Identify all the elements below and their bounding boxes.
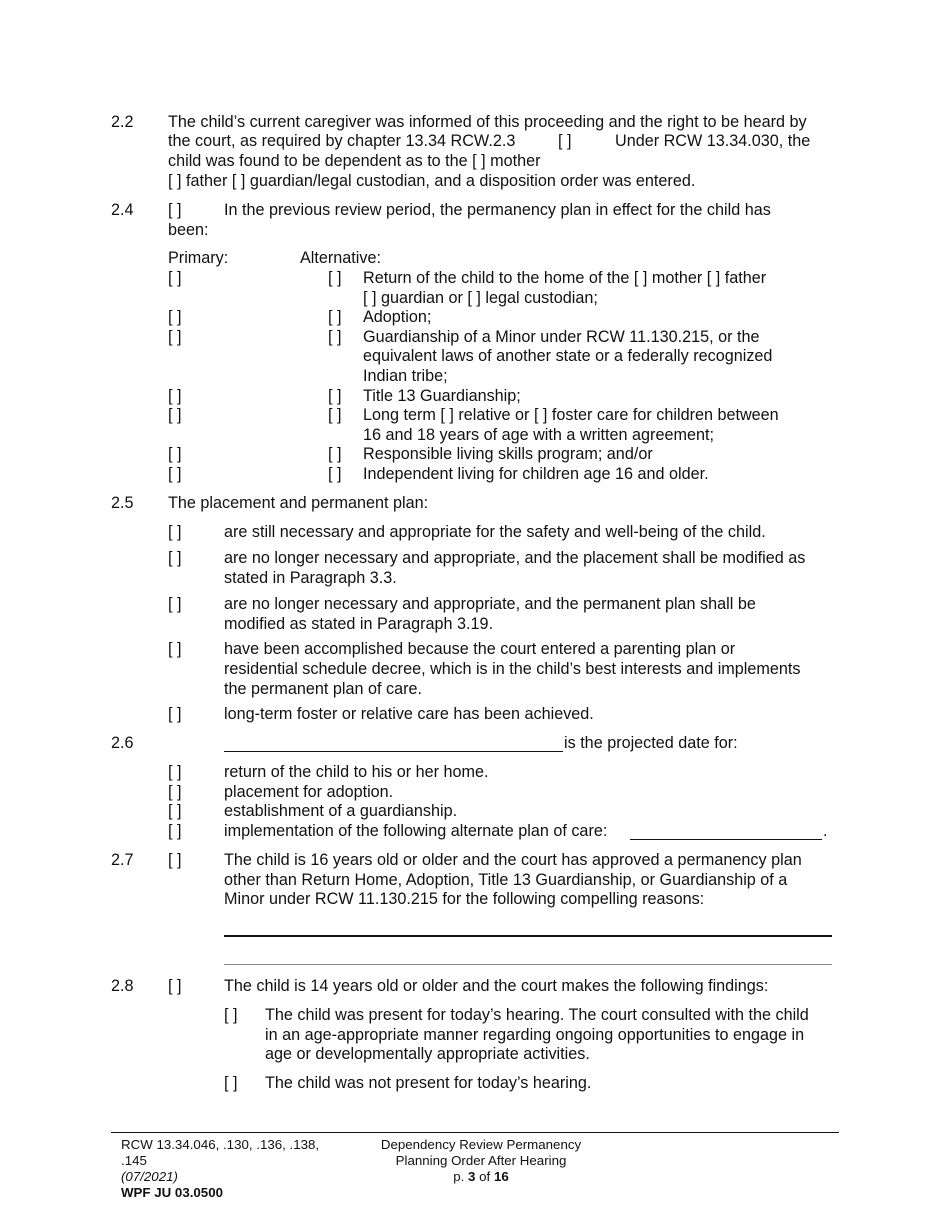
section-2-5-number: 2.5 <box>111 494 134 512</box>
placement-option-text: stated in Paragraph 3.3. <box>224 569 397 587</box>
section-2-3-line-2: child was found to be dependent as to the [ ] mother <box>168 152 541 170</box>
projected-checkbox[interactable]: [ ] <box>168 763 182 781</box>
placement-option-text: residential schedule decree, which is in the child’s best interests and implements <box>224 660 801 678</box>
plan-row-text: Title 13 Guardianship; <box>363 387 521 405</box>
plan-row-text: Return of the child to the home of the [ ] mother [ ] father <box>363 269 767 287</box>
section-2-7-number: 2.7 <box>111 851 134 869</box>
finding-text: in an age-appropriate manner regarding ongoing opportunities to engage in <box>265 1026 805 1044</box>
projected-date-label: is the projected date for: <box>564 734 738 752</box>
section-2-6-number: 2.6 <box>111 734 134 752</box>
section-2-4-checkbox[interactable]: [ ] <box>168 201 182 219</box>
section-2-7-line-3: Minor under RCW 11.130.215 for the following compelling reasons: <box>224 890 705 908</box>
section-2-2-number: 2.2 <box>111 113 134 131</box>
placement-option-text: are still necessary and appropriate for the safety and well-being of the child. <box>224 523 766 541</box>
projected-checkbox[interactable]: [ ] <box>168 822 182 840</box>
section-2-2-line-2 <box>168 132 515 152</box>
footer-form-number <box>121 1185 223 1201</box>
footer-title-line-2: Planning Order After Hearing <box>395 1153 567 1168</box>
footer-form-number-text: WPF JU 03.0500 <box>121 1185 223 1200</box>
plan-row-text: Long term [ ] relative or [ ] foster care for children between <box>363 406 779 424</box>
plan-row-alternative-checkbox[interactable]: [ ] <box>328 269 342 287</box>
section-2-3-line-3: [ ] father [ ] guardian/legal custodian, and a disposition order was entered. <box>168 172 696 190</box>
section-2-7-line-1: The child is 16 years old or older and the court has approved a permanency plan <box>224 851 802 869</box>
section-2-8-intro: The child is 14 years old or older and the court makes the following findings: <box>224 977 769 995</box>
plan-row-primary-checkbox[interactable]: [ ] <box>168 308 182 326</box>
footer-divider <box>111 1132 839 1133</box>
plan-row-text: Adoption; <box>363 308 432 326</box>
projected-option-text: establishment of a guardianship. <box>224 802 458 820</box>
placement-checkbox[interactable]: [ ] <box>168 595 182 613</box>
section-2-3-number: 2.3 <box>492 132 516 150</box>
footer-rcw-line-2: .145 <box>121 1153 147 1168</box>
plan-row-alternative-checkbox[interactable]: [ ] <box>328 328 342 346</box>
placement-option-text: modified as stated in Paragraph 3.19. <box>224 615 494 633</box>
primary-header: Primary: <box>168 249 229 267</box>
plan-row-primary-checkbox[interactable]: [ ] <box>168 269 182 287</box>
placement-option-text: are no longer necessary and appropriate, and the placement shall be modified as <box>224 549 806 567</box>
plan-row-primary-checkbox[interactable]: [ ] <box>168 465 182 483</box>
section-2-7-checkbox[interactable]: [ ] <box>168 851 182 869</box>
footer-page-prefix: p. <box>453 1169 469 1184</box>
projected-checkbox[interactable]: [ ] <box>168 783 182 801</box>
placement-checkbox[interactable]: [ ] <box>168 640 182 658</box>
projected-option-text: return of the child to his or her home. <box>224 763 489 781</box>
plan-row-alternative-checkbox[interactable]: [ ] <box>328 465 342 483</box>
footer-page-total: 16 <box>493 1169 509 1184</box>
section-2-8-number: 2.8 <box>111 977 134 995</box>
alternative-header: Alternative: <box>300 249 381 267</box>
projected-checkbox[interactable]: [ ] <box>168 802 182 820</box>
plan-row-text: Independent living for children age 16 and older. <box>363 465 709 483</box>
footer-page-current: 3 <box>468 1169 476 1184</box>
plan-row-alternative-checkbox[interactable]: [ ] <box>328 445 342 463</box>
section-2-2-line-2-text: the court, as required by chapter 13.34 RCW. <box>168 132 493 150</box>
section-2-5-intro: The placement and permanent plan: <box>168 494 429 512</box>
placement-checkbox[interactable]: [ ] <box>168 549 182 567</box>
plan-row-alternative-checkbox[interactable]: [ ] <box>328 387 342 405</box>
plan-row-primary-checkbox[interactable]: [ ] <box>168 406 182 424</box>
alternate-plan-field[interactable] <box>630 839 822 840</box>
footer-title-line-1: Dependency Review Permanency <box>380 1137 582 1152</box>
plan-row-alternative-checkbox[interactable]: [ ] <box>328 308 342 326</box>
footer-page-of: of <box>475 1169 494 1184</box>
section-2-4-number: 2.4 <box>111 201 134 219</box>
plan-row-text: Indian tribe; <box>363 367 448 385</box>
projected-date-field[interactable] <box>224 751 563 752</box>
section-2-8-checkbox[interactable]: [ ] <box>168 977 182 995</box>
finding-checkbox[interactable]: [ ] <box>224 1006 238 1024</box>
section-2-2-line-1: The child’s current caregiver was informed of this proceeding and the right to be heard by <box>168 113 807 131</box>
footer-page-number <box>341 1169 621 1185</box>
finding-checkbox[interactable]: [ ] <box>224 1074 238 1092</box>
section-2-7-line-2: other than Return Home, Adoption, Title 13 Guardianship, or Guardianship of a <box>224 871 788 889</box>
compelling-reasons-field-2[interactable] <box>224 964 832 965</box>
compelling-reasons-field[interactable] <box>224 935 832 937</box>
finding-text: The child was present for today’s hearing. The court consulted with the child <box>265 1006 809 1024</box>
section-2-4-line-2: been: <box>168 221 209 239</box>
footer-date-text: (07/2021) <box>121 1169 178 1184</box>
plan-row-text: Guardianship of a Minor under RCW 11.130.215, or the <box>363 328 760 346</box>
projected-option-text: placement for adoption. <box>224 783 394 801</box>
placement-option-text: are no longer necessary and appropriate, and the permanent plan shall be <box>224 595 756 613</box>
placement-option-text: have been accomplished because the court entered a parenting plan or <box>224 640 736 658</box>
plan-row-primary-checkbox[interactable]: [ ] <box>168 328 182 346</box>
section-2-3-checkbox[interactable]: [ ] <box>558 132 572 150</box>
projected-option-text: implementation of the following alternate plan of care: <box>224 822 608 840</box>
finding-text: The child was not present for today’s hearing. <box>265 1074 592 1092</box>
plan-row-text: Responsible living skills program; and/or <box>363 445 653 463</box>
plan-row-text: [ ] guardian or [ ] legal custodian; <box>363 289 598 307</box>
plan-row-primary-checkbox[interactable]: [ ] <box>168 387 182 405</box>
alternate-plan-period: . <box>823 822 828 840</box>
footer-date <box>121 1169 178 1185</box>
footer-rcw-line-1: RCW 13.34.046, .130, .136, .138, <box>121 1137 320 1152</box>
placement-option-text: long-term foster or relative care has been achieved. <box>224 705 594 723</box>
section-2-4-line-1: In the previous review period, the permanency plan in effect for the child has <box>224 201 771 219</box>
plan-row-alternative-checkbox[interactable]: [ ] <box>328 406 342 424</box>
plan-row-primary-checkbox[interactable]: [ ] <box>168 445 182 463</box>
finding-text: age or developmentally appropriate activities. <box>265 1045 590 1063</box>
placement-option-text: the permanent plan of care. <box>224 680 422 698</box>
plan-row-text: equivalent laws of another state or a federally recognized <box>363 347 773 365</box>
placement-checkbox[interactable]: [ ] <box>168 705 182 723</box>
section-2-3-line-1: Under RCW 13.34.030, the <box>615 132 811 150</box>
plan-row-text: 16 and 18 years of age with a written agreement; <box>363 426 714 444</box>
placement-checkbox[interactable]: [ ] <box>168 523 182 541</box>
